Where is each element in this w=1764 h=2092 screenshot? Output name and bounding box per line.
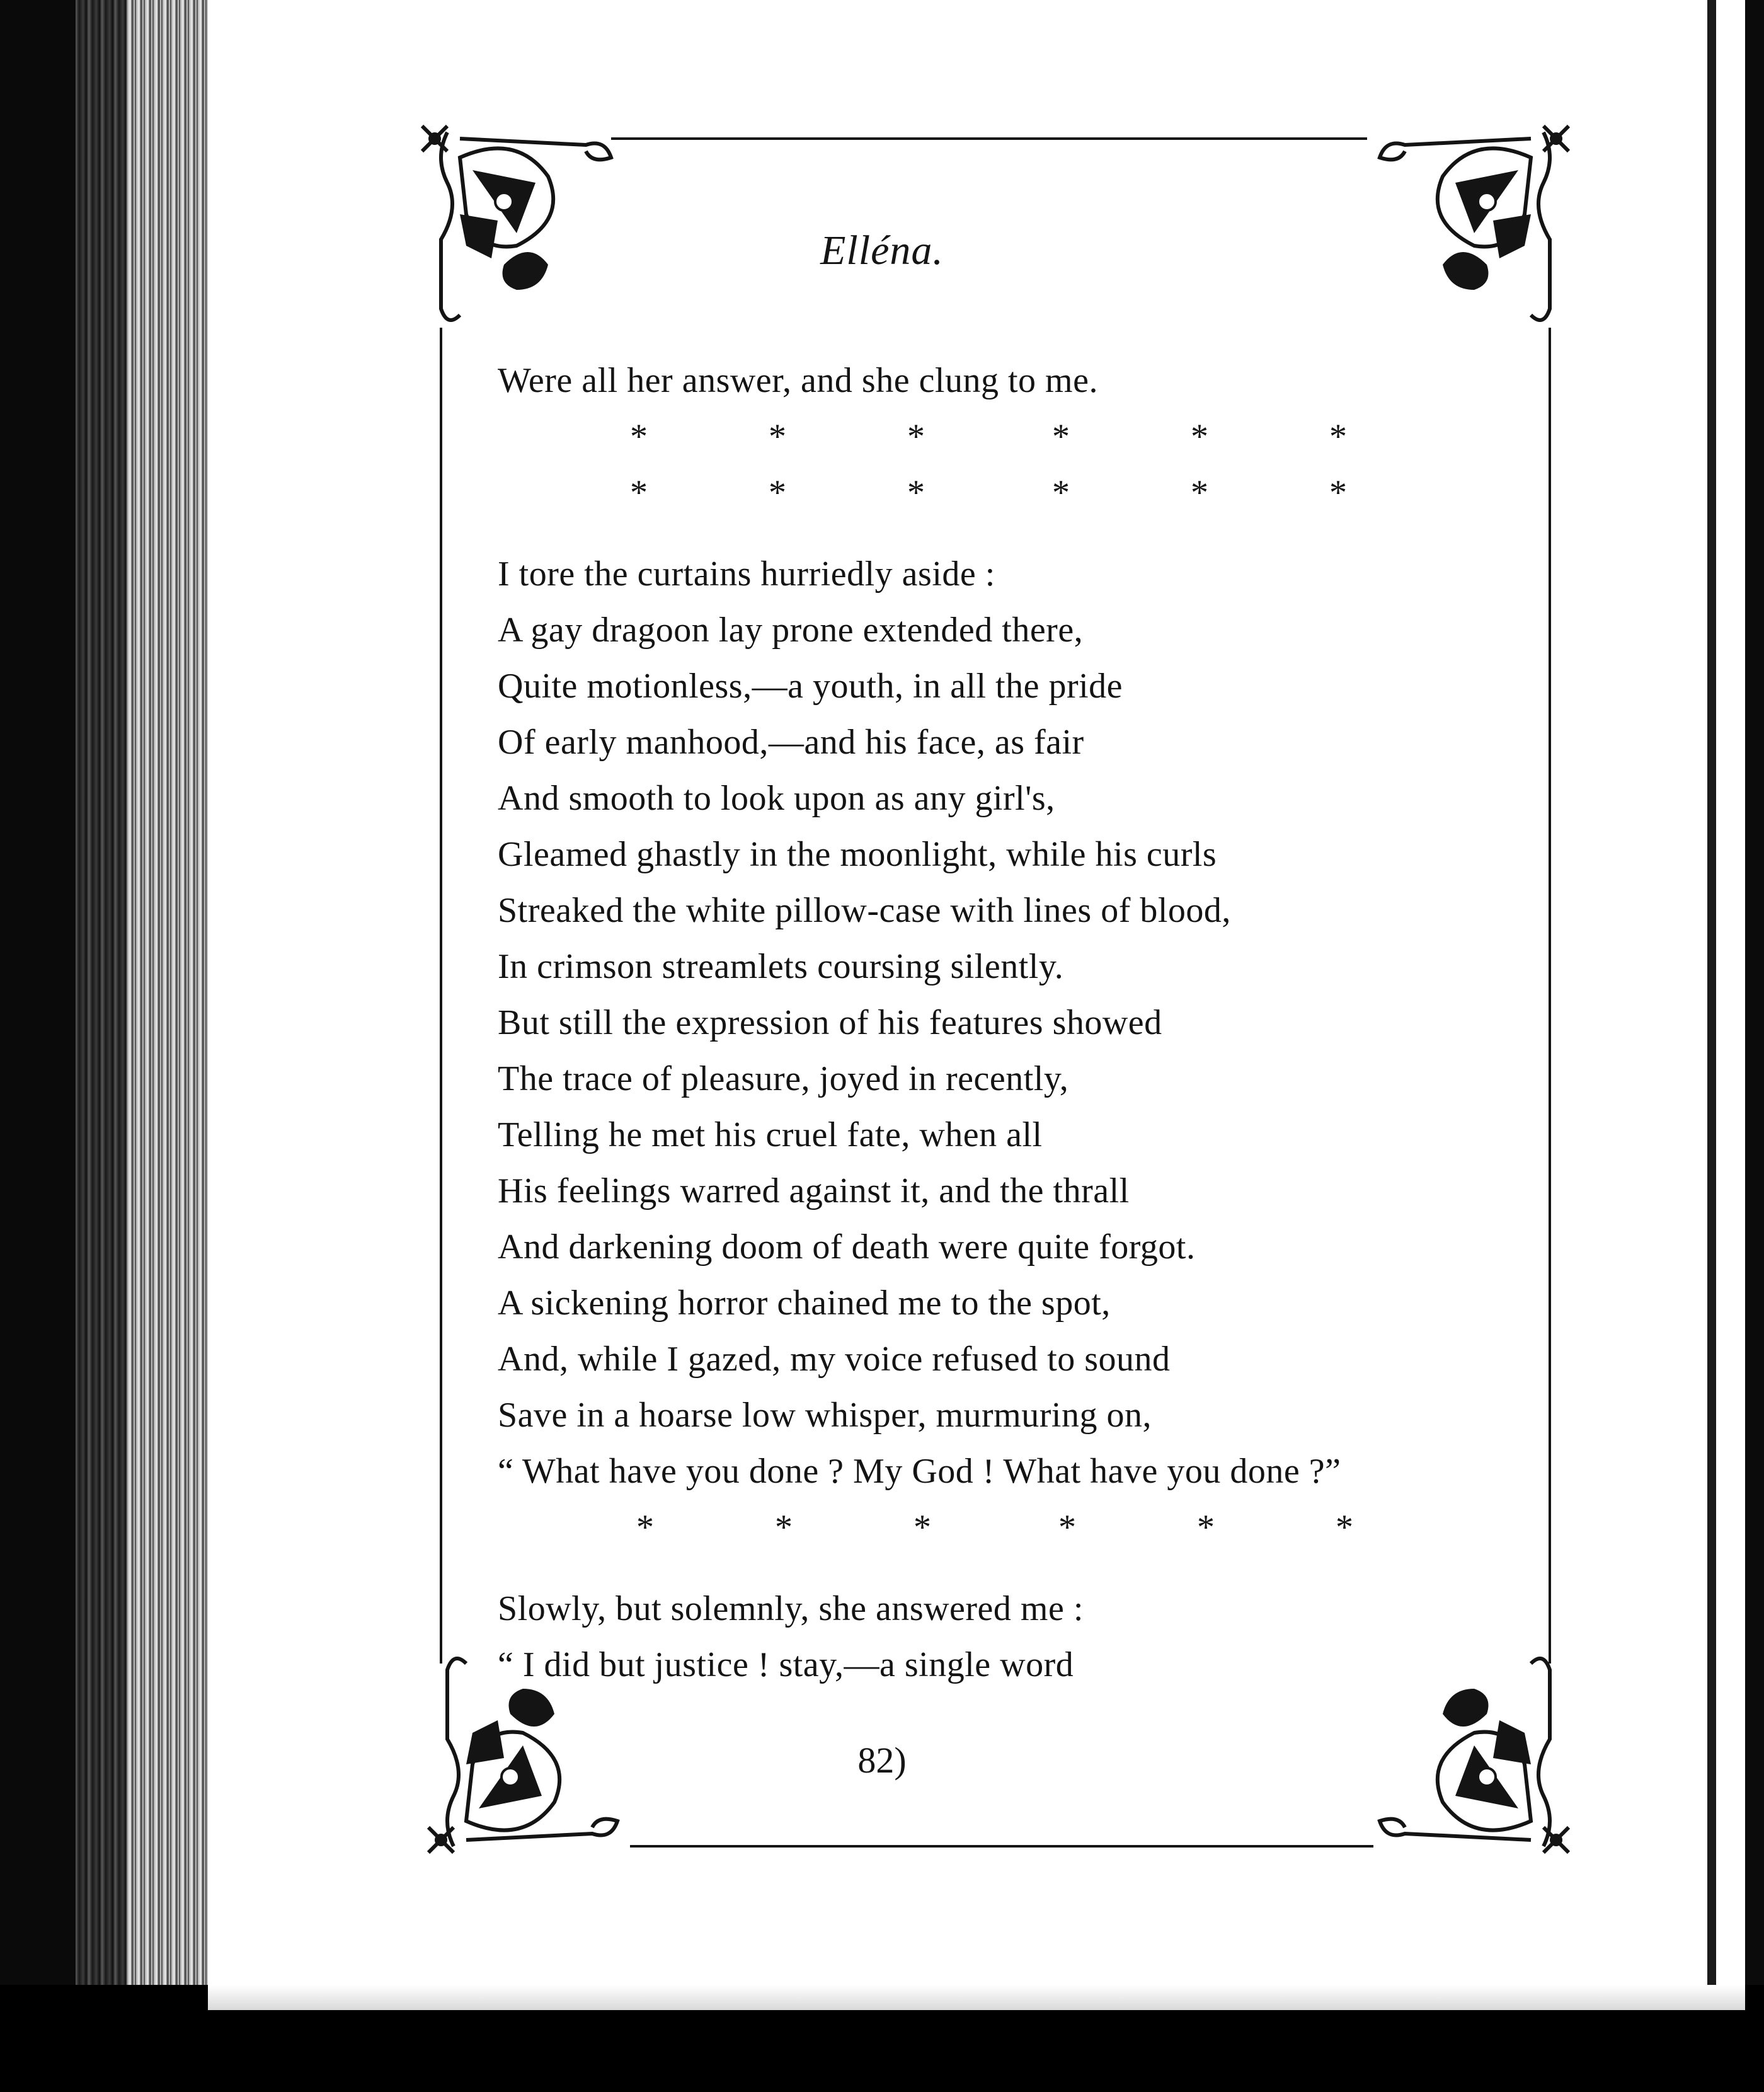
poem-body — [498, 353, 1531, 1693]
asterism: * — [1052, 473, 1070, 512]
poem-line: But still the expression of his features showed — [498, 1003, 1162, 1042]
poem-line: Streaked the white pillow-case with lines of blood, — [498, 891, 1231, 930]
asterism: * — [907, 473, 925, 512]
asterism: * — [1052, 417, 1070, 456]
poem-line: I tore the curtains hurriedly aside : — [498, 555, 995, 594]
asterism: * — [1197, 1508, 1215, 1547]
asterism: * — [769, 417, 786, 456]
poem-line: And smooth to look upon as any girl's, — [498, 779, 1055, 818]
corner-ornament-top-left — [422, 126, 611, 320]
asterism: * — [630, 417, 648, 456]
poem-line: “ What have you done ? My God ! What have you done ?” — [498, 1452, 1341, 1491]
poem-line: The trace of pleasure, joyed in recently, — [498, 1059, 1069, 1098]
asterism-row — [498, 1500, 1531, 1556]
asterism: * — [1336, 1508, 1353, 1547]
scan-border-left — [0, 0, 76, 2092]
corner-ornament-top-right — [1380, 126, 1569, 320]
asterism: * — [1329, 417, 1347, 456]
poem-line: A gay dragoon lay prone extended there, — [498, 611, 1084, 650]
poem-line: In crimson streamlets coursing silently. — [498, 947, 1064, 986]
asterism: * — [914, 1508, 931, 1547]
poem-line: Telling he met his cruel fate, when all — [498, 1115, 1043, 1154]
asterism-row — [498, 465, 1531, 521]
asterism: * — [636, 1508, 654, 1547]
poem-line: “ I did but justice ! stay,—a single word — [498, 1645, 1074, 1684]
asterism: * — [775, 1508, 793, 1547]
running-head: Elléna. — [820, 227, 944, 273]
poem-line: Of early manhood,—and his face, as fair — [498, 723, 1084, 762]
poem-line: Gleamed ghastly in the moonlight, while his curls — [498, 835, 1217, 874]
asterism: * — [1191, 417, 1208, 456]
poem-line: Quite motionless,—a youth, in all the pride — [498, 667, 1123, 706]
page-number: 82) — [857, 1740, 907, 1781]
poem-line: And darkening doom of death were quite forgot. — [498, 1227, 1196, 1267]
poem-line: And, while I gazed, my voice refused to sound — [498, 1340, 1171, 1379]
poem-line: Save in a hoarse low whisper, murmuring on, — [498, 1396, 1152, 1435]
asterism: * — [1329, 473, 1347, 512]
poem-line: His feelings warred against it, and the thrall — [498, 1171, 1130, 1210]
book-right-edge — [1701, 0, 1764, 2092]
asterism: * — [769, 473, 786, 512]
asterism: * — [907, 417, 925, 456]
asterism: * — [1191, 473, 1208, 512]
asterism-row — [498, 409, 1531, 465]
asterism: * — [1058, 1508, 1076, 1547]
asterism: * — [630, 473, 648, 512]
page-bottom-shadow — [208, 1985, 1745, 2010]
poem-line: A sickening horror chained me to the spot, — [498, 1284, 1111, 1323]
poem-line: Slowly, but solemnly, she answered me : — [498, 1589, 1084, 1628]
poem-line: Were all her answer, and she clung to me. — [498, 361, 1098, 400]
